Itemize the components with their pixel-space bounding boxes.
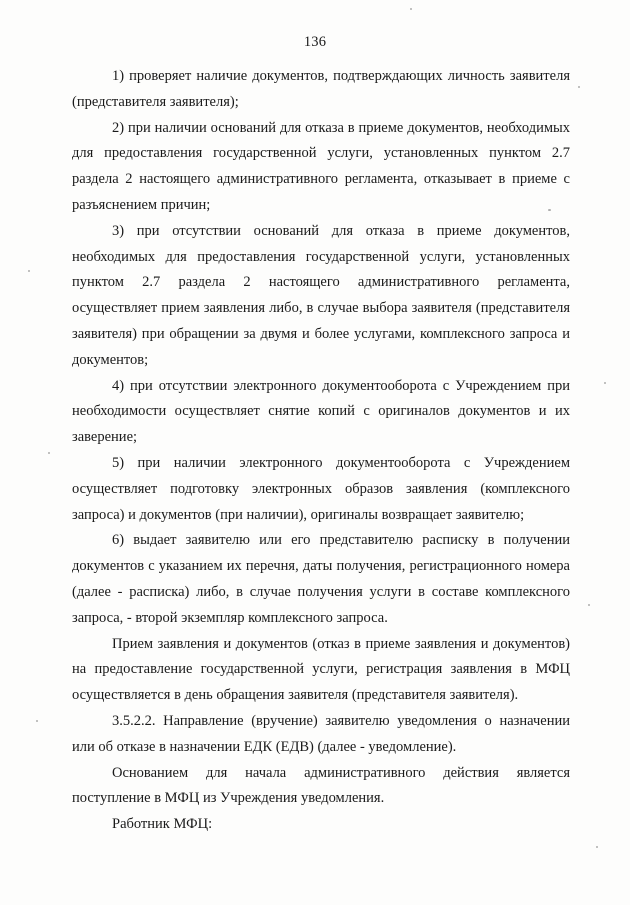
scan-speck xyxy=(604,382,606,384)
paragraph-mfc-worker: Работник МФЦ: xyxy=(112,816,213,833)
scan-speck xyxy=(410,8,412,10)
scan-speck xyxy=(36,720,38,722)
page-number: 136 xyxy=(303,34,327,50)
paragraph-check-identity: 1) проверяет наличие документов, подтверждающих личность заявителя (представителя заявителя); xyxy=(72,68,570,110)
document-body xyxy=(72,64,570,838)
paragraph-section-3-5-2-2: 3.5.2.2. Направление (вручение) заявителю уведомления о назначении или об отказе в назначении ЕДК (ЕДВ) (далее - уведомление). xyxy=(72,712,570,755)
paragraph-registration-day: Прием заявления и документов (отказ в приеме заявления и документов) на предоставление государственной услуги, регистрация заявления в МФЦ осуществляется в день обращения заявителя (представителя заявителя). xyxy=(72,635,570,704)
paragraph-basis-for-action: Основанием для начала административного действия является поступление в МФЦ из Учреждения уведомления. xyxy=(72,764,570,807)
paragraph-refusal-grounds: 2) при наличии оснований для отказа в приеме документов, необходимых для предоставления государственной услуги, установленных пунктом 2.7 раздела 2 настоящего административного регламента, отказывает в приеме с разъяснением причин; xyxy=(72,119,570,213)
paragraph-no-edm-copies: 4) при отсутствии электронного документооборота с Учреждением при необходимости осуществляет снятие копий с оригиналов документов и их заверение; xyxy=(72,377,570,446)
scan-speck xyxy=(596,846,598,848)
scan-speck xyxy=(578,86,580,88)
scan-speck xyxy=(588,604,590,606)
paragraph-issue-receipt: 6) выдает заявителю или его представителю расписку в получении документов с указанием их перечня, даты получения, регистрационного номера (далее - расписка) либо, в случае получения услуги в составе комплексного запроса, - второй экземпляр комплексного запроса. xyxy=(72,532,570,626)
scan-speck xyxy=(48,452,50,454)
paragraph-accept-application: 3) при отсутствии оснований для отказа в приеме документов, необходимых для предоставления государственной услуги, установленных пунктом 2.7 раздела 2 настоящего административного регламента, осуществляет прием заявления либо, в случае выбора заявителя (представителя заявителя) при обращении за двумя и более услугами, комплексного запроса и документов; xyxy=(72,222,570,368)
scan-speck xyxy=(28,270,30,272)
paragraph-edm-electronic-images: 5) при наличии электронного документооборота с Учреждением осуществляет подготовку электронных образов заявления (комплексного запроса) и документов (при наличии), оригиналы возвращает заявителю; xyxy=(72,454,570,523)
scan-speck xyxy=(548,209,551,211)
